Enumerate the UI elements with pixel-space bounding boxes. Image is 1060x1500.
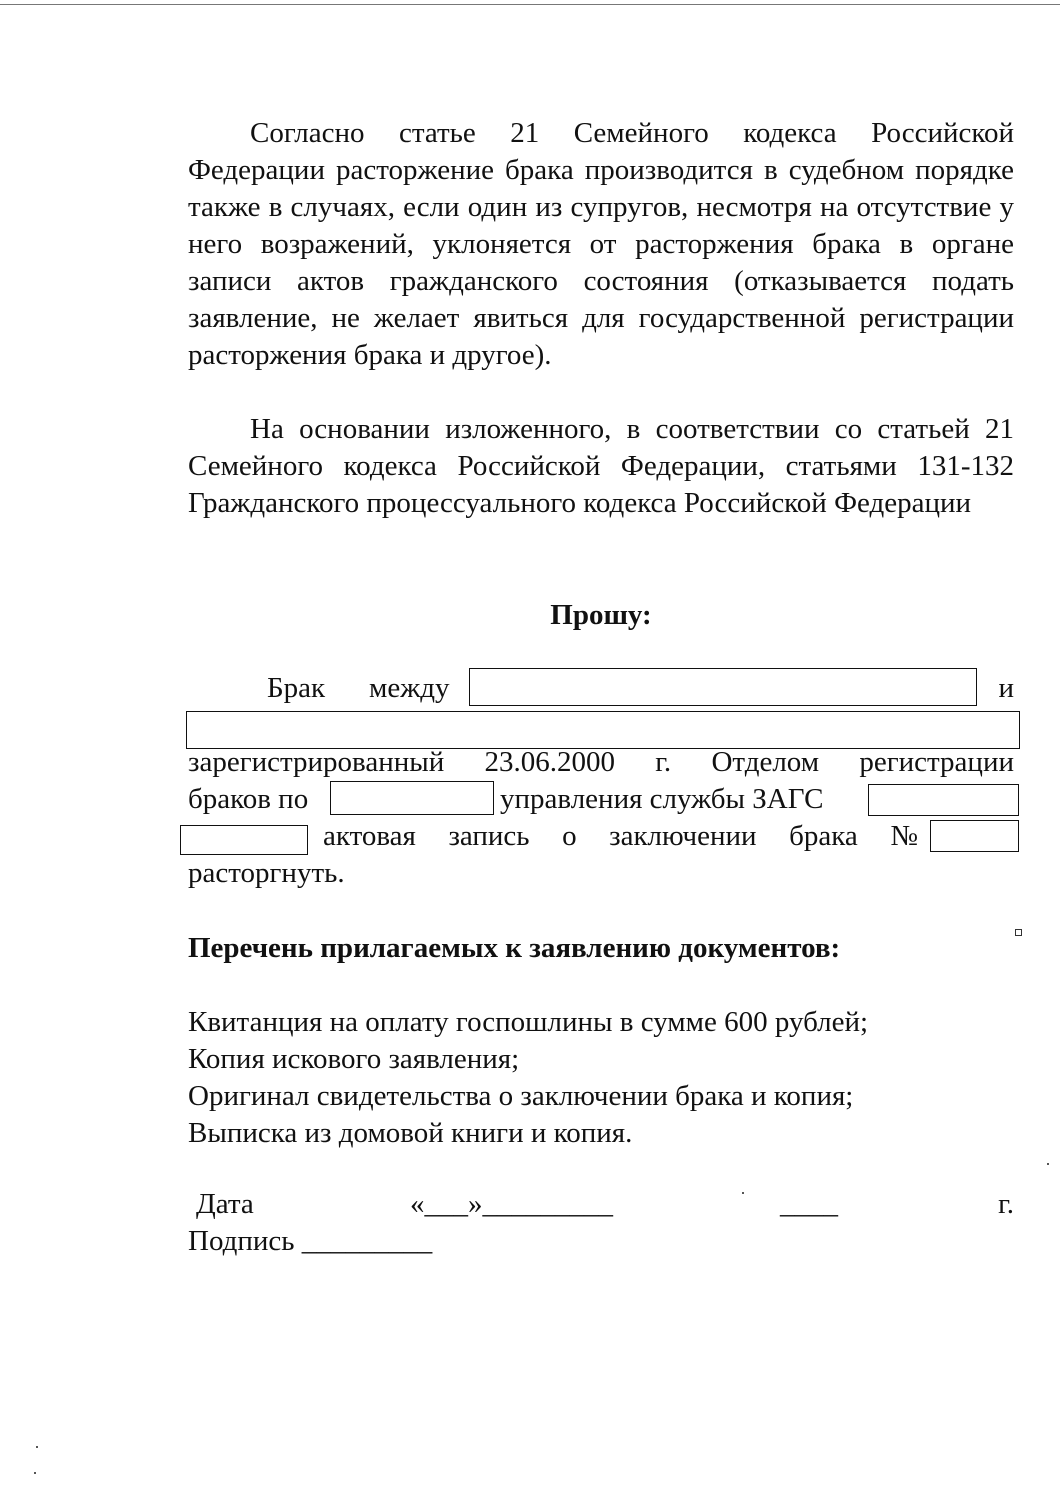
registered-text: зарегистрированный 23.06.2000 г. Отделом регистрации	[188, 746, 1014, 778]
scan-speck	[34, 1472, 36, 1474]
zags-region-field[interactable]	[868, 784, 1019, 816]
scan-speck	[742, 1192, 744, 1194]
list-item: Квитанция на оплату госпошлины в сумме 600 рублей;	[188, 1006, 869, 1038]
scan-speck	[1047, 1163, 1049, 1165]
top-rule	[0, 4, 1060, 5]
list-item: Выписка из домовой книги и копия.	[188, 1117, 633, 1149]
date-day-month[interactable]: «___»_________	[410, 1188, 613, 1220]
documents-heading: Перечень прилагаемых к заявлению документов:	[188, 932, 841, 964]
date-year[interactable]: ____	[780, 1188, 838, 1220]
zags-text: управления службы ЗАГС	[500, 783, 824, 815]
paragraph-2: На основании изложенного, в соответствии со статьей 21 Семейного кодекса Российской Федерации, статьями 131-132 Гражданского процессуального кодекса Российской Федерации	[188, 413, 1014, 519]
signature-line[interactable]	[188, 1223, 1014, 1260]
region-field[interactable]	[180, 825, 308, 855]
department-field[interactable]	[330, 781, 494, 815]
record-text: актовая запись о заключении брака №	[323, 820, 918, 852]
documents-list	[188, 1004, 868, 1152]
year-suffix: г.	[998, 1188, 1014, 1220]
dissolve-text: расторгнуть.	[188, 857, 345, 889]
scan-speck	[36, 1446, 38, 1448]
request-line-6	[188, 855, 1014, 892]
list-item: Копия искового заявления;	[188, 1043, 520, 1075]
list-item: Оригинал свидетельства о заключении брака и копия;	[188, 1080, 854, 1112]
request-line-5	[188, 818, 1014, 855]
request-heading: Прошу:	[550, 599, 652, 631]
brak-word: Брак	[267, 672, 326, 704]
date-label: Дата	[196, 1188, 254, 1220]
signature-text: Подпись _________	[188, 1225, 433, 1257]
request-line-3	[188, 744, 1014, 781]
spouse1-name-field[interactable]	[469, 668, 977, 706]
small-square-mark	[1015, 929, 1022, 936]
record-number-field[interactable]	[930, 820, 1019, 852]
i-word: и	[998, 672, 1014, 704]
paragraph-1: Согласно статье 21 Семейного кодекса Российской Федерации расторжение брака производится в судебном порядке также в случаях, если один из супругов, несмотря на отсутствие у него возражений, уклоняется от расторжения брака в органе записи актов гражданского состояния (отказывается подать заявление, не желает явиться для государственной регистрации расторжения брака и другое).	[188, 117, 1014, 371]
mezhdu-word: между	[369, 672, 450, 704]
date-line	[188, 1186, 1014, 1223]
marriages-by-text: браков по	[188, 783, 309, 815]
